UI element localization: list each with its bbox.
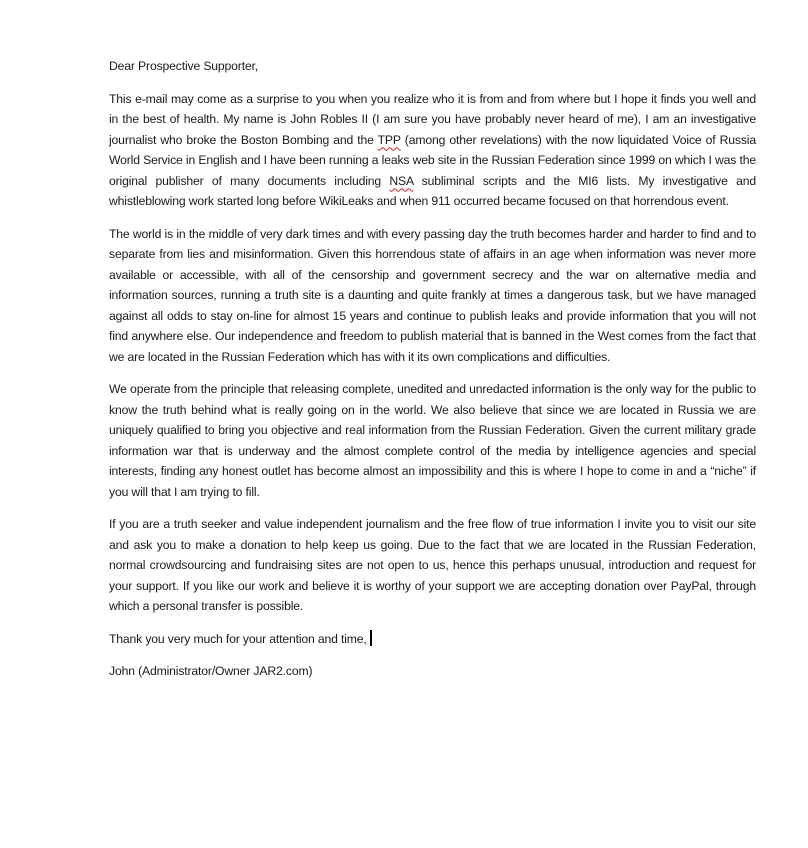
intro-text-a: This e-mail may come as a surprise to you when you realize who it is from and from where but I hope it finds you well and in the best of health. My name is John Robles II (I am sure you have probably never heard of me), I am an investigative journalist who broke the Boston Bombing and the	[109, 91, 756, 147]
text-cursor	[370, 630, 372, 646]
intro-text-c: subliminal scripts and the MI6 lists. My investigative and whistleblowing work started long before WikiLeaks and when 911 occurred became focused on that horrendous event.	[109, 173, 756, 208]
intro-text-b: (among other revelations) with the now liquidated Voice of Russia World Service in English and I have been running a leaks web site in the Russian Federation since 1999 on which I was the original publisher of many documents including	[109, 132, 756, 188]
closing-text: Thank you very much for your attention and time,	[109, 631, 367, 646]
paragraph-principle: We operate from the principle that releasing complete, unedited and unredacted information is the only way for the public to know the truth behind what is really going on in the world. We also believe that since we are located in Russia we are uniquely qualified to bring you objective and real information from the Russian Federation. Given the current military grade information war that is underway and the almost complete control of the media by intelligence agencies and special interests, finding any honest outlet has become almost an impossibility and this is where I hope to come in and a “niche” if you will that I am trying to fill.	[109, 382, 756, 499]
misspelled-word-tpp[interactable]: TPP	[377, 132, 401, 147]
paragraph-introduction	[109, 89, 756, 212]
closing-line	[109, 629, 756, 650]
signature: John (Administrator/Owner JAR2.com)	[109, 664, 313, 678]
paragraph-donation-request: If you are a truth seeker and value independent journalism and the free flow of true information I invite you to visit our site and ask you to make a donation to help keep us going. Due to the fact that we are located in the Russian Federation, normal crowdsourcing and fundraising sites are not open to us, hence this perhaps unusual, introduction and request for your support. If you like our work and believe it is worthy of your support we are accepting donation over PayPal, through which a personal transfer is possible.	[109, 517, 756, 613]
salutation: Dear Prospective Supporter,	[109, 59, 259, 73]
misspelled-word-nsa[interactable]: NSA	[389, 173, 414, 188]
document-page[interactable]	[109, 56, 756, 694]
paragraph-dark-times: The world is in the middle of very dark times and with every passing day the truth becomes harder and harder to find and to separate from lies and misinformation. Given this horrendous state of affairs in an age when information was never more available or accessible, with all of the censorship and government secrecy and the war on alternative media and information sources, running a truth site is a daunting and quite frankly at times a dangerous task, but we have managed against all odds to stay on-line for almost 15 years and continue to publish leaks and provide information that you will not find anywhere else. Our independence and freedom to publish material that is banned in the West comes from the fact that we are located in the Russian Federation which has with it its own complications and difficulties.	[109, 226, 756, 364]
